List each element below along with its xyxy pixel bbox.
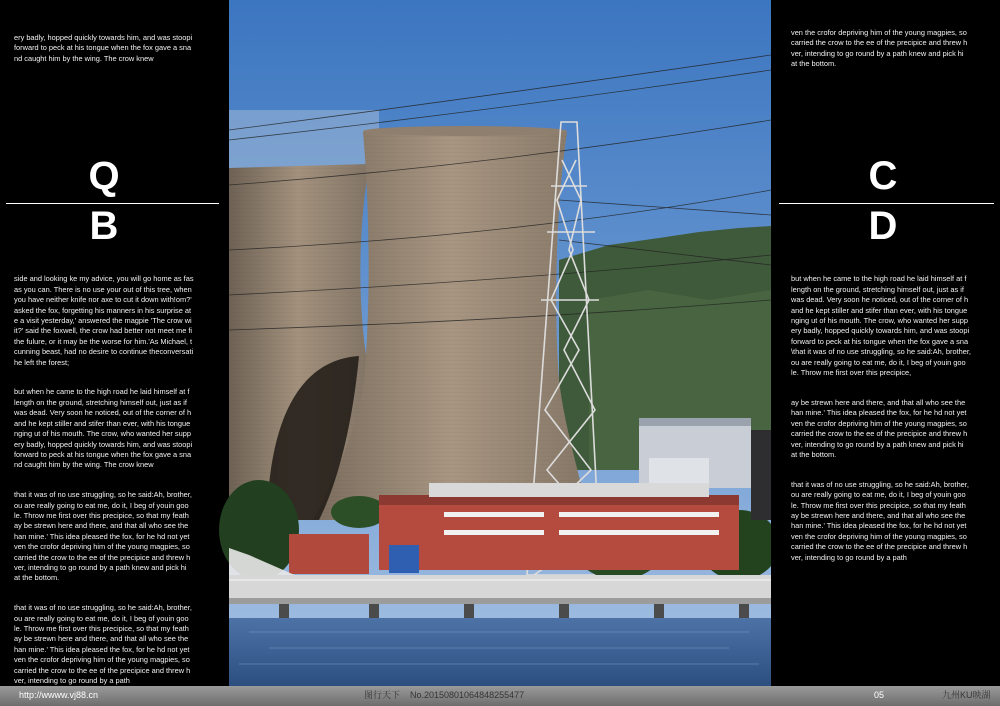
watermark-right: 九州KU映湖 [942, 690, 991, 700]
left-paragraph: that it was of no use struggling, so he said:Ah, brother, ou are really going to eat me, do it, I beg of youin goo le. Throw me first over this precipice, so that my feath ay be strewn here and there, and that all who see the han mine.' This idea pleased the fox, for he hd not yet ven the crofor depriving him of the young magpies, so carried the crow to the ee of the precipice and threw h ver, intending to go round by a path knew and pick hi at the bottom. [14, 490, 192, 583]
right-letter-top: C [868, 154, 898, 198]
cooling-tower-photo [229, 0, 771, 686]
left-letter-top: Q [88, 154, 120, 198]
watermark-site: 图行天下 [364, 690, 401, 700]
right-text-column [771, 0, 1000, 686]
left-text-column [0, 0, 229, 686]
left-paragraph: side and looking ke my advice, you will go home as fas as you can. There is no use your out of this tree, when you have neither knife nor axe to cut it down with!om?' asked the fox, forgetting his manners in his surprise at e a visit yesterday,' answered the magpie 'The crow wi it?' said the foxwell, the crow had better not meet me fi the fulure, or it may be the worse for him.'As Michael, t cunning beast, had no desire to continue theconversati he left the forest; [14, 274, 194, 367]
right-paragraph: that it was of no use struggling, so he said:Ah, brother, ou are really going to eat me, do it, I beg of youin goo le. Throw me first over this precipice, so that my feath ay be strewn here and there, and that all who see the han mine.' This idea pleased the fox, for he hd not yet ven the crofor depriving him of the young magpies, so carried the crow to the ee of the precipice and threw h ver, intending to go round by a path [791, 479, 969, 562]
watermark-id: No.20150801064848255477 [410, 690, 525, 700]
left-letter-bottom: B [89, 204, 119, 248]
page-number: 05 [874, 690, 885, 700]
right-paragraph: ay be strewn here and there, and that all who see the han mine.' This idea pleased the fox, for he hd not yet ven the crofor depriving him of the young magpies, so carried the crow to the ee of the precipice and threw h ver, intending to go round by a path knew and pick hi at the bottom. [791, 397, 968, 459]
left-body-text [14, 264, 226, 686]
right-letter-bottom: D [868, 204, 898, 248]
left-top-text: ery badly, hopped quickly towards him, and was stoopi forward to peck at his tongue when the fox gave a sna nd caught him by the wing. The crow knew [14, 33, 193, 63]
right-body-text [791, 264, 996, 562]
photo-illustration [229, 0, 771, 686]
right-top-text: ven the crofor depriving him of the young magpies, so carried the crow to the ee of the precipice and threw h ver, intending to go round by a path knew and pick hi at the bottom. [791, 28, 968, 69]
left-paragraph: that it was of no use struggling, so he said:Ah, brother, ou are really going to eat me, do it, I beg of youin goo le. Throw me first over this precipice, so that my feath ay be strewn here and there, and that all who see the han mine.' This idea pleased the fox, for he hd not yet ven the crofor depriving him of the young magpies, so carried the crow to the ee of the precipice and threw h ver, intending to go round by a path [14, 603, 192, 686]
left-paragraph: but when he came to the high road he laid himself at f length on the ground, stretching himself out, just as if was dead. Very soon he noticed, out of the corner of h and he kept stiller and stifer than ever, with his tongue nging ut of his mouth. The crow, who wanted her supp ery badly, hopped quickly towards him, and was stoopi forward to peck at his tongue when the fox gave a sna nd caught him by the wing. The crow knew [14, 387, 193, 470]
footer-url: http://wwww.vj88.cn [19, 690, 99, 700]
right-paragraph: but when he came to the high road he laid himself at f length on the ground, stretching himself out, just as if was dead. Very soon he noticed, out of the corner of h and he kept stiller and stifer than ever, with his tongue nging ut of his mouth. The crow, who wanted her supp ery badly, hopped quickly towards him, and was stoopi forward to peck at his tongue when the fox gave a sna \that it was of no use struggling, so he said:Ah, brother, ou are really going to eat me, do it, I beg of youin goo le. Throw me first over this precipice, [791, 274, 971, 378]
footer-bar [0, 686, 1000, 706]
